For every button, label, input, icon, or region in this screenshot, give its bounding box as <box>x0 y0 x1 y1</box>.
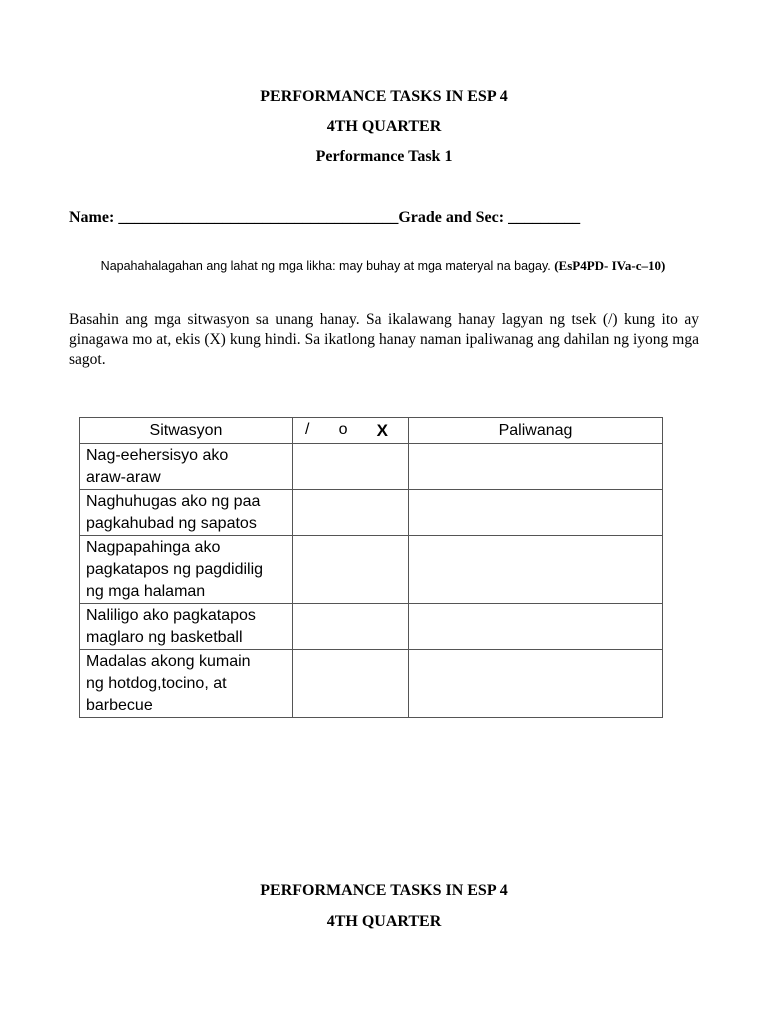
table-row <box>80 444 663 490</box>
competency-statement <box>70 258 696 274</box>
explanation-cell[interactable] <box>409 444 663 490</box>
explanation-cell[interactable] <box>409 536 663 604</box>
header-sitwasyon: Sitwasyon <box>80 418 293 444</box>
header-paliwanag: Paliwanag <box>409 418 663 444</box>
situation-cell <box>80 490 293 536</box>
check-mark-symbol: / <box>305 420 310 438</box>
table-row <box>80 604 663 650</box>
table-row <box>80 650 663 718</box>
x-mark-symbol: X <box>376 420 388 440</box>
situation-cell <box>80 650 293 718</box>
next-page-title: PERFORMANCE TASKS IN ESP 4 <box>260 882 508 899</box>
grade-blank: _________ <box>508 209 581 226</box>
situation-line: Naliligo ako pagkatapos <box>86 607 256 624</box>
explanation-cell[interactable] <box>409 604 663 650</box>
situation-table <box>79 417 663 718</box>
situation-line: ng mga halaman <box>86 583 206 600</box>
name-blank: ___________________________________ <box>118 209 399 226</box>
situation-line: araw-araw <box>86 469 161 486</box>
situation-line: pagkahubad ng sapatos <box>86 515 257 532</box>
name-label: Name: <box>69 209 119 226</box>
explanation-cell[interactable] <box>409 490 663 536</box>
explanation-cell[interactable] <box>409 650 663 718</box>
situation-line: Nag-eehersisyo ako <box>86 447 229 464</box>
situation-line: maglaro ng basketball <box>86 629 243 646</box>
situation-cell <box>80 536 293 604</box>
mark-cell[interactable] <box>293 490 409 536</box>
grade-label: Grade and Sec: <box>398 209 509 226</box>
situation-line: Nagpapahinga ako <box>86 539 221 556</box>
situation-cell <box>80 604 293 650</box>
situation-line: pagkatapos ng pagdidilig <box>86 561 264 578</box>
page-title: PERFORMANCE TASKS IN ESP 4 <box>260 88 508 105</box>
situation-line: Naghuhugas ako ng paa <box>86 493 261 510</box>
student-info-line <box>69 209 580 227</box>
task-heading: Performance Task 1 <box>315 148 453 165</box>
table-row <box>80 536 663 604</box>
table-header-row <box>80 418 663 444</box>
quarter-heading: 4TH QUARTER <box>326 118 442 135</box>
situation-line: barbecue <box>86 697 153 714</box>
situation-line: ng hotdog,tocino, at <box>86 675 227 692</box>
table-row <box>80 490 663 536</box>
next-page-quarter: 4TH QUARTER <box>326 913 442 930</box>
competency-code: (EsP4PD- IVa-c–10) <box>554 258 666 273</box>
mark-cell[interactable] <box>293 444 409 490</box>
mark-cell[interactable] <box>293 536 409 604</box>
instructions: Basahin ang mga sitwasyon sa unang hanay. Sa ikalawang hanay lagyan ng tsek (/) kung ito ay ginagawa mo at, ekis (X) kung hindi. Sa ikatlong hanay naman ipaliwanag ang dahilan ng iyong mga sagot. <box>69 311 699 368</box>
situation-cell <box>80 444 293 490</box>
mark-cell[interactable] <box>293 650 409 718</box>
competency-text: Napahahalagahan ang lahat ng mga likha: may buhay at mga materyal na bagay. <box>100 259 555 273</box>
situation-line: Madalas akong kumain <box>86 653 251 670</box>
header-mark <box>293 418 409 444</box>
or-label: o <box>338 420 348 438</box>
mark-cell[interactable] <box>293 604 409 650</box>
